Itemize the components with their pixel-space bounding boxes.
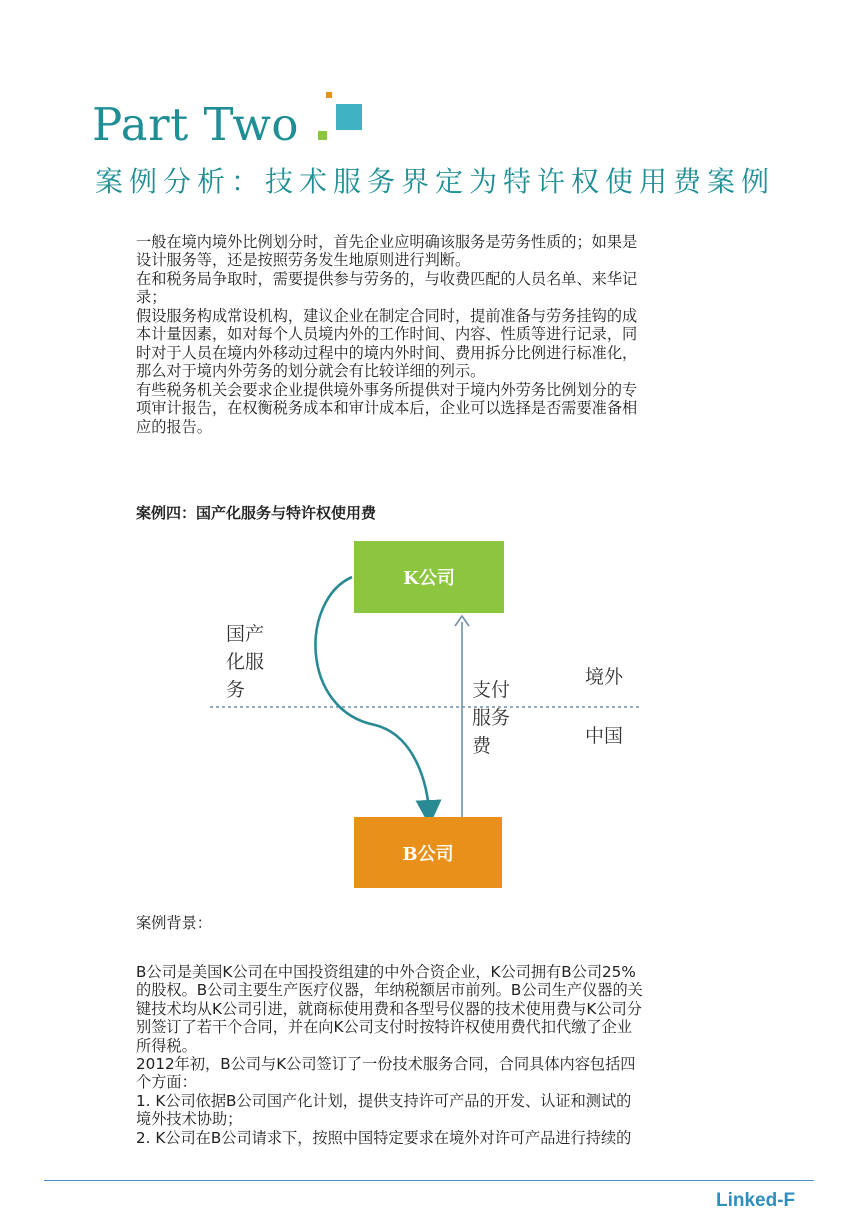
section-subtitle: 案例分析：技术服务界定为特许权使用费案例 [95,165,776,198]
text-line: 设计服务等，还是按照劳务发生地原则进行判断。 [136,251,471,270]
text-line: 所得税。 [136,1036,197,1055]
text-line: 本计量因素，如对每个人员境内外的工作时间、内容、性质等进行记录，同 [136,325,638,344]
decor-square-green [318,131,327,140]
text-line: 键技术均从K公司引进，就商标使用费和各型号仪器的技术使用费与K公司分 [136,999,642,1018]
text-line: 的股权。B公司主要生产医疗仪器，年纳税额居市前列。B公司生产仪器的关 [136,981,643,1000]
label-line: 支付 [472,679,511,701]
decor-square-teal [336,104,362,130]
k-company-label: K公司 [403,568,455,589]
intro-paragraph-2 [136,270,726,307]
text-line: 1. K公司依据B公司国产化计划，提供支持许可产品的开发、认证和测试的 [136,1091,632,1110]
domestic-service-label [226,620,264,704]
text-line: 有些税务机关会要求企业提供境外事务所提供对于境内外劳务比例划分的专 [136,381,638,399]
label-line: 务 [226,679,246,701]
china-label: 中国 [585,725,624,747]
footer-divider [44,1180,814,1181]
text-line: 2. K公司在B公司请求下，按照中国特定要求在境外对许可产品进行持续的 [136,1128,632,1147]
flow-diagram [200,530,660,900]
label-line: 化服 [226,651,265,673]
case-four-title: 案例四：国产化服务与特许权使用费 [136,504,377,522]
text-line: 那么对于境内外劳务的划分就会有比较详细的列示。 [136,362,486,381]
decor-square-orange [326,92,332,98]
k-company-box [354,541,504,613]
background-text [136,963,726,1147]
text-line: B公司是美国K公司在中国投资组建的中外合资企业，K公司拥有B公司25% [136,963,636,981]
label-line: 服务 [472,707,511,729]
text-line: 项审计报告，在权衡税务成本和审计成本后，企业可以选择是否需要准备相 [136,399,638,418]
label-line: 国产 [226,623,265,645]
part-title: Part Two [92,98,300,151]
text-line: 时对于人员在境内外移动过程中的境内外时间、费用拆分比例进行标准化， [136,343,638,362]
overseas-label: 境外 [585,666,624,688]
payment-fee-label [472,676,510,760]
text-line: 个方面： [136,1073,197,1092]
text-line: 境外技术协助； [136,1110,243,1129]
linked-f-logo: Linked-F [716,1190,796,1211]
text-line: 假设服务构成常设机构，建议企业在制定合同时，提前准备与劳务挂钩的成 [136,307,638,325]
intro-paragraph-4 [136,381,726,436]
intro-paragraph-1 [136,233,726,270]
b-company-label: B公司 [402,843,454,865]
text-line: 录； [136,288,167,307]
text-line: 应的报告。 [136,417,212,436]
b-company-box [354,817,502,888]
text-line: 2012年初，B公司与K公司签订了一份技术服务合同，合同具体内容包括四 [136,1054,636,1073]
text-line: 在和税务局争取时，需要提供参与劳务的，与收费匹配的人员名单、来华记 [136,270,638,288]
intro-paragraph-3 [136,307,726,381]
text-line: 一般在境内境外比例划分时，首先企业应明确该服务是劳务性质的；如果是 [136,233,638,251]
label-line: 费 [472,735,492,757]
text-line: 别签订了若干个合同，并在向K公司支付时按特许权使用费代扣代缴了企业 [136,1018,632,1037]
background-heading: 案例背景： [136,914,212,932]
